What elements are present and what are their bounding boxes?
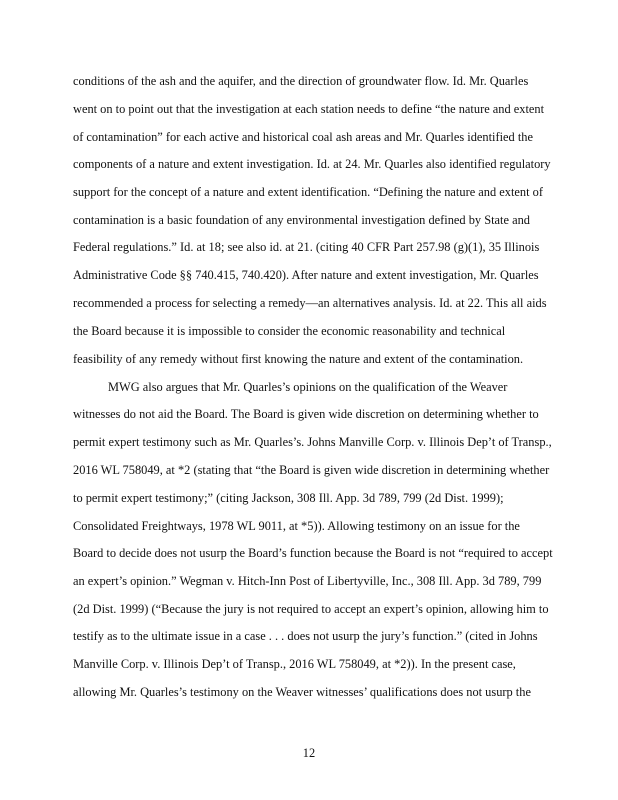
text-line-23: allowing Mr. Quarles’s testimony on the Weaver witnesses’ qualifications does not usurp the (73, 685, 531, 699)
text-line-10: the Board because it is impossible to consider the economic reasonability and technical (73, 324, 506, 338)
text-line-13: witnesses do not aid the Board. The Board is given wide discretion on determining whether to (73, 407, 539, 421)
text-line-20: (2d Dist. 1999) (“Because the jury is not required to accept an expert’s opinion, allowing him to (73, 602, 549, 616)
text-line-22: Manville Corp. v. Illinois Dep’t of Transp., 2016 WL 758049, at *2)). In the present case, (73, 657, 516, 671)
text-line-4: components of a nature and extent investigation. Id. at 24. Mr. Quarles also identified regulatory (73, 157, 551, 171)
text-line-15: 2016 WL 758049, at *2 (stating that “the Board is given wide discretion in determining whether (73, 463, 550, 477)
text-line-8: Administrative Code §§ 740.415, 740.420). After nature and extent investigation, Mr. Quarles (73, 268, 539, 282)
text-line-19: an expert’s opinion.” Wegman v. Hitch-Inn Post of Libertyville, Inc., 308 Ill. App. 3d 789, 799 (73, 574, 542, 588)
text-line-6: contamination is a basic foundation of any environmental investigation defined by State and (73, 213, 530, 227)
text-line-9: recommended a process for selecting a remedy—an alternatives analysis. Id. at 22. This all aids (73, 296, 547, 310)
text-line-2: went on to point out that the investigation at each station needs to define “the nature and extent (73, 102, 545, 116)
text-line-7: Federal regulations.” Id. at 18; see also id. at 21. (citing 40 CFR Part 257.98 (g)(1), 35 Illinois (73, 240, 540, 254)
text-line-21: testify as to the ultimate issue in a case . . . does not usurp the jury’s function.” (cited in Johns (73, 629, 538, 643)
text-line-14: permit expert testimony such as Mr. Quarles’s. Johns Manville Corp. v. Illinois Dep’t of Transp., (73, 435, 552, 449)
text-line-12: MWG also argues that Mr. Quarles’s opinions on the qualification of the Weaver (108, 380, 508, 394)
text-line-11: feasibility of any remedy without first knowing the nature and extent of the contamination. (73, 352, 524, 366)
text-line-17: Consolidated Freightways, 1978 WL 9011, at *5)). Allowing testimony on an issue for the (73, 519, 520, 533)
text-line-1: conditions of the ash and the aquifer, and the direction of groundwater flow. Id. Mr. Quarles (73, 74, 529, 88)
text-line-18: Board to decide does not usurp the Board’s function because the Board is not “required to accept (73, 546, 553, 560)
text-line-3: of contamination” for each active and historical coal ash areas and Mr. Quarles identified the (73, 130, 533, 144)
text-line-16: to permit expert testimony;” (citing Jackson, 308 Ill. App. 3d 789, 799 (2d Dist. 1999); (73, 491, 504, 505)
page-number: 12 (302, 746, 316, 760)
text-line-5: support for the concept of a nature and extent identification. “Defining the nature and extent of (73, 185, 543, 199)
